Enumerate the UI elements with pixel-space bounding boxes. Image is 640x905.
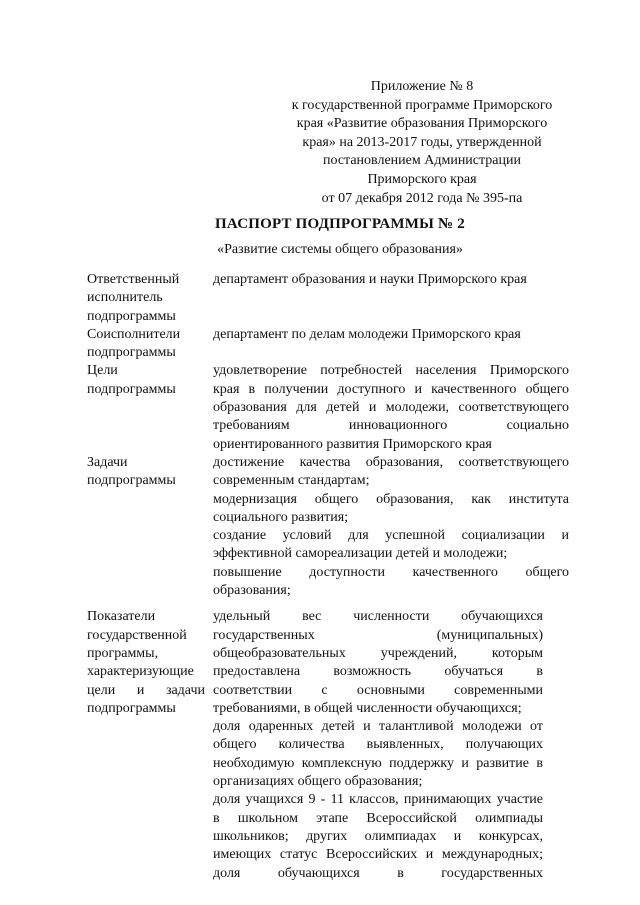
header-line: от 07 декабря 2012 года № 395-па xyxy=(321,190,523,206)
label-line: государственной xyxy=(87,627,187,643)
header-line: Приложение № 8 xyxy=(370,79,474,94)
content-line: государственных (муниципальных) xyxy=(213,627,543,643)
content-line: создание условий для успешной социализации и xyxy=(213,528,569,544)
label-line: Задачи xyxy=(87,454,128,470)
label-line: подпрограммы xyxy=(87,345,176,361)
label-line: подпрограммы xyxy=(87,700,176,716)
content-line: требованиям инновационного социально xyxy=(213,418,569,434)
row-responsible xyxy=(87,271,569,326)
appendix-header xyxy=(272,78,572,208)
row-content xyxy=(213,271,569,326)
content-line: имеющих статус Всероссийских и международных; xyxy=(213,847,543,863)
label-line: подпрограммы xyxy=(87,308,176,324)
row-content xyxy=(213,362,569,453)
label-line: программы, xyxy=(87,645,159,661)
label-line: цели и задачи xyxy=(87,682,205,698)
row-tasks xyxy=(87,454,569,600)
row-label xyxy=(87,454,205,600)
content-line: соответствии с основными современными xyxy=(213,682,543,698)
row-indicators xyxy=(87,608,569,882)
content-line: департамент образования и науки Приморского края xyxy=(213,272,527,287)
label-line: характеризующие xyxy=(87,664,194,680)
content-line: доля обучающихся в государственных xyxy=(213,865,543,881)
content-line: организациях общего образования; xyxy=(213,774,423,790)
label-line: Ответственный xyxy=(87,272,180,287)
page-title: ПАСПОРТ ПОДПРОГРАММЫ № 2 xyxy=(215,216,465,232)
label-line: подпрограммы xyxy=(87,381,176,397)
content-line: доля учащихся 9 - 11 классов, принимающих участие xyxy=(213,792,543,808)
content-line: повышение доступности качественного общего xyxy=(213,564,569,580)
header-line: постановлением Администрации xyxy=(323,153,521,169)
content-line: образования для детей и молодежи, соответствующего xyxy=(213,400,569,416)
header-line: края» на 2013-2017 годы, утвержденной xyxy=(302,134,542,150)
content-line: департамент по делам молодежи Приморского края xyxy=(213,326,521,342)
header-line: края «Развитие образования Приморского xyxy=(296,116,548,132)
row-label xyxy=(87,362,205,453)
subprogram-name: «Развитие системы общего образования» xyxy=(217,242,463,257)
content-line: модернизация общего образования, как института xyxy=(213,491,569,507)
row-label xyxy=(87,326,205,363)
content-line: ориентированного развития Приморского края xyxy=(213,436,492,452)
label-line: Соисполнители xyxy=(87,326,181,342)
content-line: доля одаренных детей и талантливой молодежи от xyxy=(213,719,543,735)
content-line: эффективной самореализации детей и молодежи; xyxy=(213,546,508,562)
label-line: Показатели xyxy=(87,609,156,625)
row-coexecutors xyxy=(87,326,569,363)
content-line: школьников; других олимпиадах и конкурсах, xyxy=(213,828,543,844)
content-line: образования; xyxy=(213,583,291,599)
passport-table xyxy=(87,271,569,883)
content-line: удовлетворение потребностей населения Приморского xyxy=(213,363,569,379)
content-line: необходимую комплексную поддержку и развитие в xyxy=(213,755,543,771)
row-content xyxy=(213,454,569,600)
row-content xyxy=(213,326,569,363)
row-content xyxy=(213,608,543,882)
content-line: общего количества выявленных, получающих xyxy=(213,737,543,753)
row-label xyxy=(87,608,205,882)
content-line: требованиями, в общей численности обучающихся; xyxy=(213,700,522,716)
content-line: удельный вес численности обучающихся xyxy=(213,609,543,625)
content-line: социального развития; xyxy=(213,509,349,525)
content-line: в школьном этапе Всероссийской олимпиады xyxy=(213,810,543,826)
content-line: общеобразовательных учреждений, которым xyxy=(213,645,543,661)
content-line: края в получении доступного и качественного общего xyxy=(213,381,569,397)
content-line: современным стандартам; xyxy=(213,473,370,489)
label-line: Цели xyxy=(87,363,118,379)
header-line: Приморского края xyxy=(367,171,477,187)
content-line: предоставлена возможность обучаться в xyxy=(213,664,543,680)
label-line: подпрограммы xyxy=(87,473,176,489)
content-line: достижение качества образования, соответствующего xyxy=(213,454,569,470)
row-goals xyxy=(87,362,569,453)
label-line: исполнитель xyxy=(87,290,163,306)
header-line: к государственной программе Приморского xyxy=(291,97,553,113)
row-label xyxy=(87,271,205,326)
